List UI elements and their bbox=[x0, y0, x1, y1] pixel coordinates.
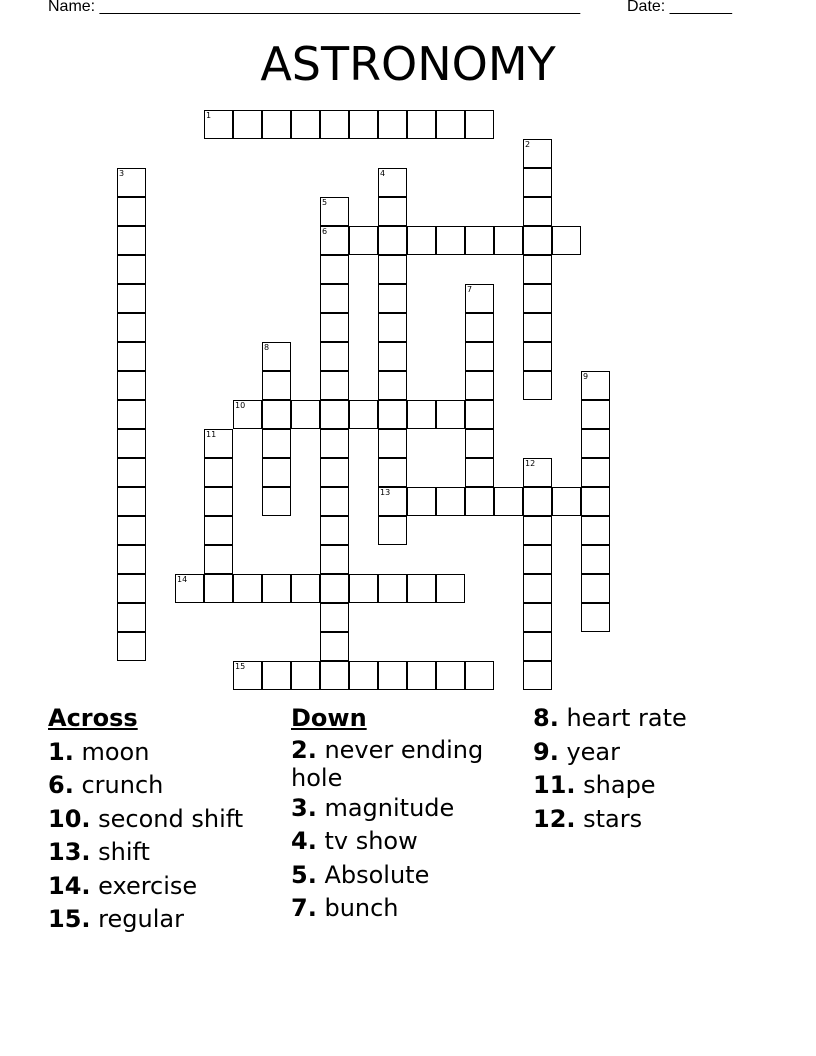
clue-item bbox=[48, 903, 278, 937]
down-heading: Down bbox=[291, 704, 367, 732]
clue-text: year bbox=[558, 737, 620, 766]
grid-cell[interactable] bbox=[117, 226, 146, 255]
grid-cell[interactable] bbox=[465, 400, 494, 429]
grid-cell[interactable] bbox=[262, 342, 291, 371]
clue-text: stars bbox=[575, 804, 643, 833]
clue-num: 11. bbox=[533, 771, 576, 799]
grid-cell[interactable] bbox=[117, 516, 146, 545]
grid-cell[interactable] bbox=[378, 516, 407, 545]
clue-text: never ending hole bbox=[291, 735, 484, 792]
clue-number: 13 bbox=[380, 488, 391, 497]
clue-item bbox=[291, 792, 521, 826]
grid-cell[interactable] bbox=[378, 284, 407, 313]
grid-cell[interactable] bbox=[320, 226, 349, 255]
clue-number: 11 bbox=[206, 430, 217, 439]
grid-cell[interactable] bbox=[175, 574, 204, 603]
clue-number: 9 bbox=[583, 372, 589, 381]
clue-num: 2. bbox=[291, 735, 317, 764]
grid-cell[interactable] bbox=[117, 574, 146, 603]
grid-cell[interactable] bbox=[465, 371, 494, 400]
grid-cell[interactable] bbox=[320, 545, 349, 574]
name-field-label: Name: ______________________________________________________ bbox=[48, 0, 581, 15]
grid-cell[interactable] bbox=[523, 545, 552, 574]
grid-cell[interactable] bbox=[523, 139, 552, 168]
grid-cell[interactable] bbox=[465, 429, 494, 458]
grid-cell[interactable] bbox=[320, 110, 349, 139]
grid-cell[interactable] bbox=[523, 487, 552, 516]
grid-cell[interactable] bbox=[117, 545, 146, 574]
grid-cell[interactable] bbox=[436, 661, 465, 690]
clue-item bbox=[291, 736, 521, 792]
grid-cell[interactable] bbox=[581, 429, 610, 458]
clue-item bbox=[291, 859, 521, 893]
grid-cell[interactable] bbox=[407, 574, 436, 603]
clue-text: regular bbox=[90, 905, 184, 933]
clue-item bbox=[48, 836, 278, 870]
clue-text: moon bbox=[73, 737, 150, 766]
grid-cell[interactable] bbox=[349, 574, 378, 603]
clue-item bbox=[533, 736, 773, 770]
clue-num: 4. bbox=[291, 827, 317, 855]
clue-text: Absolute bbox=[316, 860, 430, 889]
grid-cell[interactable] bbox=[117, 284, 146, 313]
grid-cell[interactable] bbox=[523, 313, 552, 342]
clue-item bbox=[291, 892, 521, 926]
grid-cell[interactable] bbox=[407, 661, 436, 690]
grid-cell[interactable] bbox=[523, 255, 552, 284]
clue-number: 2 bbox=[525, 140, 531, 149]
grid-cell[interactable] bbox=[233, 400, 262, 429]
clue-num: 1. bbox=[48, 737, 74, 766]
grid-cell[interactable] bbox=[291, 110, 320, 139]
clue-item bbox=[48, 803, 278, 837]
grid-cell[interactable] bbox=[349, 400, 378, 429]
grid-cell[interactable] bbox=[407, 487, 436, 516]
grid-cell[interactable] bbox=[262, 371, 291, 400]
grid-cell[interactable] bbox=[581, 603, 610, 632]
clue-item bbox=[533, 803, 773, 837]
grid-cell[interactable] bbox=[523, 574, 552, 603]
clue-number: 1 bbox=[206, 111, 212, 120]
grid-cell[interactable] bbox=[465, 313, 494, 342]
grid-cell[interactable] bbox=[349, 226, 378, 255]
grid-cell[interactable] bbox=[204, 574, 233, 603]
clue-number: 15 bbox=[235, 662, 246, 671]
grid-cell[interactable] bbox=[378, 574, 407, 603]
grid-cell[interactable] bbox=[465, 661, 494, 690]
grid-cell[interactable] bbox=[117, 168, 146, 197]
grid-cell[interactable] bbox=[436, 487, 465, 516]
clue-number: 4 bbox=[380, 169, 386, 178]
grid-cell[interactable] bbox=[378, 226, 407, 255]
grid-cell[interactable] bbox=[320, 284, 349, 313]
grid-cell[interactable] bbox=[465, 487, 494, 516]
grid-cell[interactable] bbox=[581, 487, 610, 516]
grid-cell[interactable] bbox=[436, 110, 465, 139]
clue-text: heart rate bbox=[558, 704, 687, 732]
grid-cell[interactable] bbox=[117, 371, 146, 400]
grid-cell[interactable] bbox=[320, 429, 349, 458]
clue-num: 14. bbox=[48, 871, 91, 900]
clue-text: second shift bbox=[90, 804, 244, 833]
clue-num: 8. bbox=[533, 704, 559, 732]
grid-cell[interactable] bbox=[552, 226, 581, 255]
clue-number: 3 bbox=[119, 169, 125, 178]
grid-cell[interactable] bbox=[581, 516, 610, 545]
grid-cell[interactable] bbox=[117, 400, 146, 429]
clue-text: shape bbox=[575, 771, 656, 799]
grid-cell[interactable] bbox=[320, 255, 349, 284]
clue-text: bunch bbox=[316, 894, 399, 922]
clue-number: 8 bbox=[264, 343, 270, 352]
grid-cell[interactable] bbox=[117, 429, 146, 458]
grid-cell[interactable] bbox=[378, 197, 407, 226]
clue-item bbox=[48, 769, 278, 803]
grid-cell[interactable] bbox=[552, 487, 581, 516]
grid-cell[interactable] bbox=[523, 342, 552, 371]
grid-cell[interactable] bbox=[204, 545, 233, 574]
clue-item bbox=[48, 736, 278, 770]
grid-cell[interactable] bbox=[320, 313, 349, 342]
grid-cell[interactable] bbox=[407, 400, 436, 429]
down-clues-continued bbox=[533, 702, 773, 836]
grid-cell[interactable] bbox=[233, 574, 262, 603]
grid-cell[interactable] bbox=[465, 226, 494, 255]
grid-cell[interactable] bbox=[378, 661, 407, 690]
grid-cell[interactable] bbox=[407, 226, 436, 255]
clue-item bbox=[291, 825, 521, 859]
grid-cell[interactable] bbox=[320, 371, 349, 400]
clue-number: 5 bbox=[322, 198, 328, 207]
grid-cell[interactable] bbox=[378, 371, 407, 400]
grid-cell[interactable] bbox=[117, 255, 146, 284]
grid-cell[interactable] bbox=[494, 226, 523, 255]
grid-cell[interactable] bbox=[117, 603, 146, 632]
grid-cell[interactable] bbox=[262, 661, 291, 690]
grid-cell[interactable] bbox=[117, 632, 146, 661]
grid-cell[interactable] bbox=[117, 313, 146, 342]
clue-num: 15. bbox=[48, 905, 91, 933]
grid-cell[interactable] bbox=[117, 458, 146, 487]
clue-item bbox=[533, 702, 773, 736]
grid-cell[interactable] bbox=[320, 603, 349, 632]
clue-text: magnitude bbox=[316, 793, 455, 822]
clue-num: 6. bbox=[48, 771, 74, 799]
clue-item bbox=[533, 769, 773, 803]
grid-cell[interactable] bbox=[291, 400, 320, 429]
clue-num: 10. bbox=[48, 804, 91, 833]
clue-number: 6 bbox=[322, 227, 328, 236]
clue-text: tv show bbox=[316, 827, 418, 855]
grid-cell[interactable] bbox=[117, 487, 146, 516]
grid-cell[interactable] bbox=[204, 110, 233, 139]
grid-cell[interactable] bbox=[465, 110, 494, 139]
date-field-label: Date: _______ bbox=[627, 0, 732, 15]
grid-cell[interactable] bbox=[117, 342, 146, 371]
clue-text: shift bbox=[90, 838, 150, 866]
clue-num: 13. bbox=[48, 838, 91, 866]
across-clues bbox=[48, 702, 278, 937]
grid-cell[interactable] bbox=[320, 487, 349, 516]
grid-cell[interactable] bbox=[117, 197, 146, 226]
grid-cell[interactable] bbox=[233, 661, 262, 690]
grid-cell[interactable] bbox=[320, 197, 349, 226]
grid-cell[interactable] bbox=[378, 168, 407, 197]
clue-number: 7 bbox=[467, 285, 473, 294]
grid-cell[interactable] bbox=[320, 574, 349, 603]
grid-cell[interactable] bbox=[204, 458, 233, 487]
grid-cell[interactable] bbox=[378, 458, 407, 487]
clue-num: 12. bbox=[533, 804, 576, 833]
grid-cell[interactable] bbox=[436, 400, 465, 429]
grid-cell[interactable] bbox=[378, 429, 407, 458]
grid-cell[interactable] bbox=[465, 284, 494, 313]
grid-cell[interactable] bbox=[320, 632, 349, 661]
grid-cell[interactable] bbox=[378, 487, 407, 516]
clue-item bbox=[48, 870, 278, 904]
grid-cell[interactable] bbox=[262, 429, 291, 458]
grid-cell[interactable] bbox=[523, 371, 552, 400]
grid-cell[interactable] bbox=[320, 661, 349, 690]
grid-cell[interactable] bbox=[494, 487, 523, 516]
grid-cell[interactable] bbox=[581, 574, 610, 603]
grid-cell[interactable] bbox=[320, 458, 349, 487]
grid-cell[interactable] bbox=[262, 110, 291, 139]
grid-cell[interactable] bbox=[378, 110, 407, 139]
clue-num: 7. bbox=[291, 894, 317, 922]
clue-num: 5. bbox=[291, 860, 317, 889]
grid-cell[interactable] bbox=[523, 661, 552, 690]
grid-cell[interactable] bbox=[204, 487, 233, 516]
grid-cell[interactable] bbox=[291, 661, 320, 690]
grid-cell[interactable] bbox=[378, 313, 407, 342]
grid-cell[interactable] bbox=[349, 110, 378, 139]
grid-cell[interactable] bbox=[465, 458, 494, 487]
grid-cell[interactable] bbox=[581, 400, 610, 429]
grid-cell[interactable] bbox=[523, 458, 552, 487]
grid-cell[interactable] bbox=[233, 110, 262, 139]
grid-cell[interactable] bbox=[320, 400, 349, 429]
clue-text: exercise bbox=[90, 871, 198, 900]
grid-cell[interactable] bbox=[523, 226, 552, 255]
grid-cell[interactable] bbox=[436, 574, 465, 603]
grid-cell[interactable] bbox=[262, 458, 291, 487]
grid-cell[interactable] bbox=[349, 661, 378, 690]
clue-number: 14 bbox=[177, 575, 188, 584]
grid-cell[interactable] bbox=[523, 603, 552, 632]
grid-cell[interactable] bbox=[320, 342, 349, 371]
grid-cell[interactable] bbox=[262, 400, 291, 429]
grid-cell[interactable] bbox=[262, 487, 291, 516]
clue-text: crunch bbox=[73, 771, 164, 799]
grid-cell[interactable] bbox=[523, 632, 552, 661]
grid-cell[interactable] bbox=[378, 342, 407, 371]
grid-cell[interactable] bbox=[204, 429, 233, 458]
grid-cell[interactable] bbox=[407, 110, 436, 139]
grid-cell[interactable] bbox=[436, 226, 465, 255]
grid-cell[interactable] bbox=[581, 371, 610, 400]
grid-cell[interactable] bbox=[581, 458, 610, 487]
grid-cell[interactable] bbox=[262, 574, 291, 603]
grid-cell[interactable] bbox=[581, 545, 610, 574]
clue-num: 9. bbox=[533, 737, 559, 766]
clue-number: 12 bbox=[525, 459, 536, 468]
grid-cell[interactable] bbox=[320, 516, 349, 545]
grid-cell[interactable] bbox=[523, 168, 552, 197]
page-title: ASTRONOMY bbox=[260, 37, 556, 91]
clue-number: 10 bbox=[235, 401, 246, 410]
grid-cell[interactable] bbox=[204, 516, 233, 545]
grid-cell[interactable] bbox=[378, 400, 407, 429]
grid-cell[interactable] bbox=[523, 516, 552, 545]
across-heading: Across bbox=[48, 704, 138, 732]
down-clues bbox=[291, 702, 521, 926]
grid-cell[interactable] bbox=[465, 342, 494, 371]
grid-cell[interactable] bbox=[523, 284, 552, 313]
grid-cell[interactable] bbox=[523, 197, 552, 226]
grid-cell[interactable] bbox=[291, 574, 320, 603]
grid-cell[interactable] bbox=[378, 255, 407, 284]
clue-num: 3. bbox=[291, 793, 317, 822]
